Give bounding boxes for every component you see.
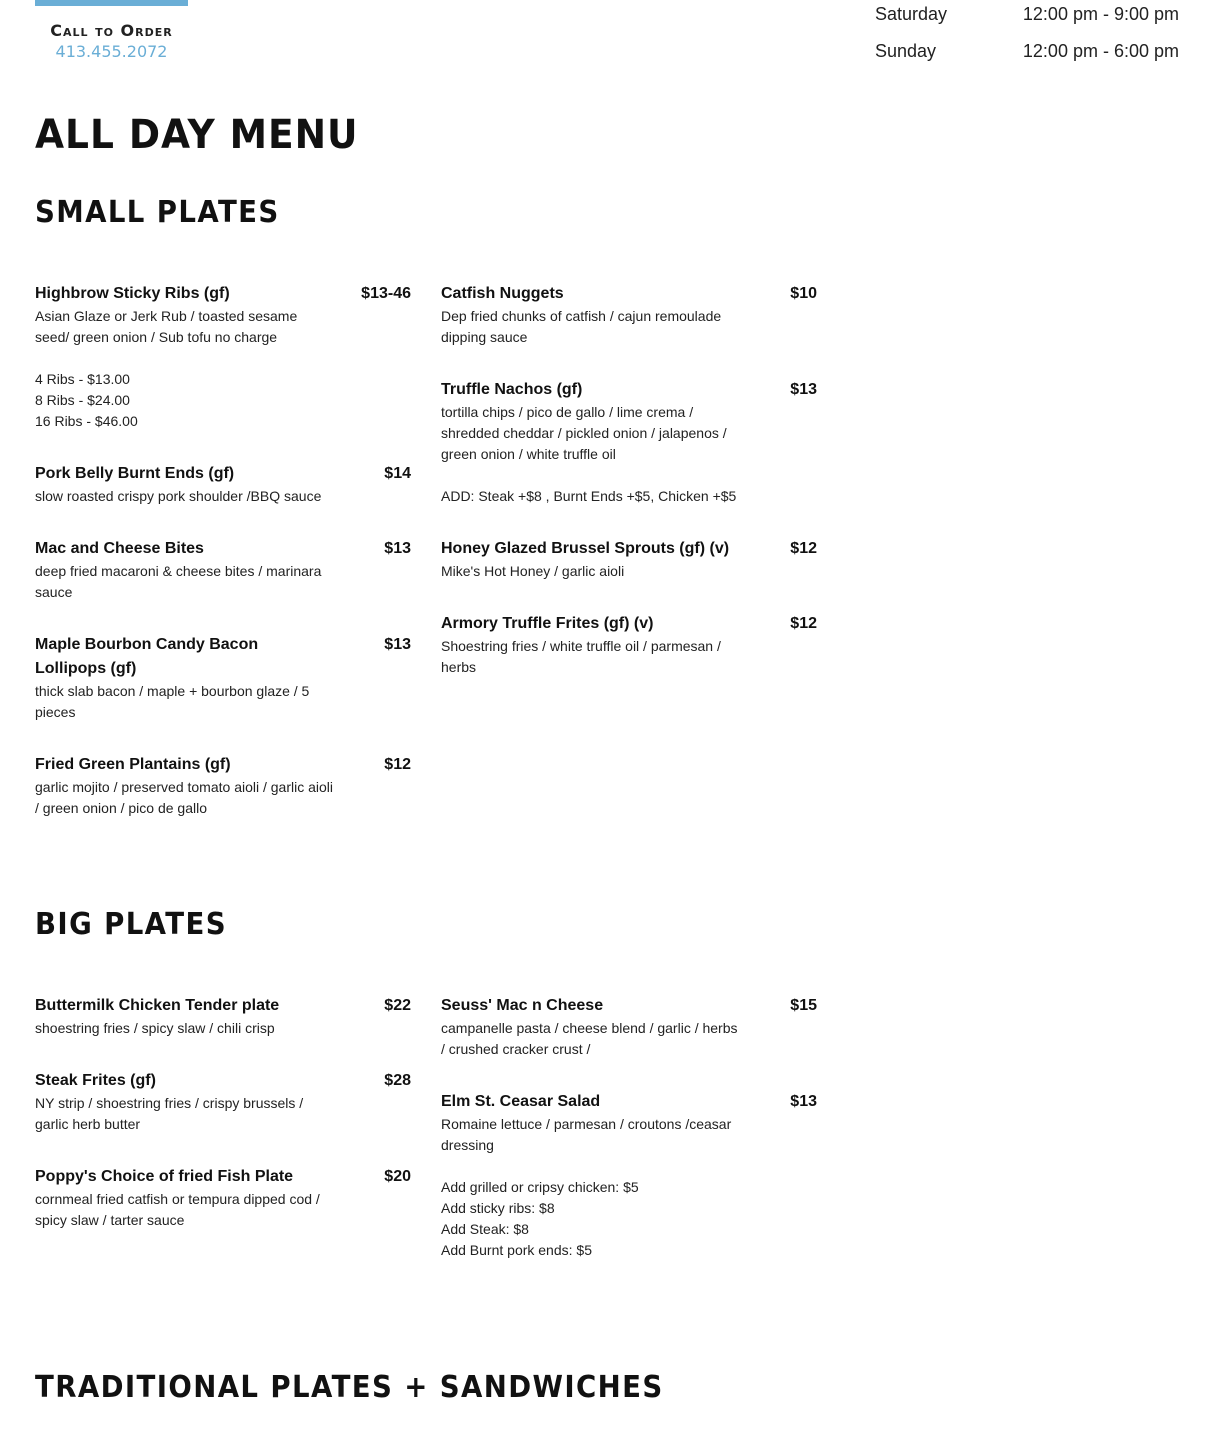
item-option: Add sticky ribs: $8 — [441, 1200, 555, 1216]
item-price: $13-46 — [361, 285, 411, 302]
item-description: Shoestring fries / white truffle oil / parmesan / herbs — [441, 638, 721, 675]
item-price: $13 — [384, 540, 411, 557]
hours-row-saturday — [875, 4, 1179, 30]
item-description: cornmeal fried catfish or tempura dipped cod / spicy slaw / tarter sauce — [35, 1191, 320, 1228]
item-price: $12 — [790, 540, 817, 557]
section-title-small-plates: SMALL PLATES — [35, 195, 280, 230]
menu-item — [441, 378, 817, 507]
item-options — [441, 1177, 817, 1261]
menu-item — [35, 1165, 411, 1231]
item-description: deep fried macaroni & cheese bites / marinara sauce — [35, 563, 322, 600]
phone-link[interactable]: 413.455.2072 — [55, 42, 168, 61]
item-addons: ADD: Steak +$8 , Burnt Ends +$5, Chicken +$5 — [441, 488, 737, 504]
menu-item — [35, 462, 411, 507]
accent-bar — [35, 0, 188, 6]
item-description: campanelle pasta / cheese blend / garlic / herbs / crushed cracker crust / — [441, 1020, 738, 1057]
menu-title: ALL DAY MENU — [35, 112, 359, 158]
item-name: Highbrow Sticky Ribs (gf) — [35, 285, 230, 302]
menu-item — [35, 537, 411, 603]
item-description: tortilla chips / pico de gallo / lime crema / shredded cheddar / pickled onion / jalapenos / green onion / white truffle oil — [441, 404, 727, 462]
hours-day: Sunday — [875, 41, 937, 61]
item-price: $14 — [384, 465, 411, 482]
item-description: NY strip / shoestring fries / crispy brussels / garlic herb butter — [35, 1095, 304, 1132]
item-option: 16 Ribs - $46.00 — [35, 413, 138, 429]
call-to-order-label: Call to Order — [50, 21, 173, 40]
item-price: $20 — [384, 1168, 411, 1185]
item-price: $13 — [790, 1093, 817, 1110]
item-name: Poppy's Choice of fried Fish Plate — [35, 1168, 294, 1185]
item-description: Mike's Hot Honey / garlic aioli — [441, 563, 625, 579]
menu-item — [35, 753, 411, 819]
item-name: Elm St. Ceasar Salad — [441, 1093, 601, 1110]
menu-item — [441, 282, 817, 348]
menu-item — [35, 282, 411, 432]
item-price: $12 — [384, 756, 411, 773]
item-name: Catfish Nuggets — [441, 285, 564, 302]
item-option: Add Burnt pork ends: $5 — [441, 1242, 592, 1258]
item-description: thick slab bacon / maple + bourbon glaze / 5 pieces — [35, 683, 310, 720]
item-name: Armory Truffle Frites (gf) (v) — [441, 615, 654, 632]
menu-item — [441, 1090, 817, 1261]
item-price: $15 — [790, 997, 817, 1014]
item-name: Mac and Cheese Bites — [35, 540, 204, 557]
item-description: Romaine lettuce / parmesan / croutons /ceasar dressing — [441, 1116, 732, 1153]
menu-item — [35, 633, 411, 723]
item-name: Maple Bourbon Candy Bacon Lollipops (gf) — [35, 636, 259, 677]
section-title-traditional-plates: TRADITIONAL PLATES + SANDWICHES — [35, 1370, 664, 1405]
item-price: $13 — [790, 381, 817, 398]
item-option: 8 Ribs - $24.00 — [35, 392, 130, 408]
item-price: $28 — [384, 1072, 411, 1089]
item-name: Fried Green Plantains (gf) — [35, 756, 231, 773]
item-price: $12 — [790, 615, 817, 632]
item-description: slow roasted crispy pork shoulder /BBQ sauce — [35, 488, 322, 504]
item-option: Add Steak: $8 — [441, 1221, 529, 1237]
menu-item — [441, 537, 817, 582]
item-option: 4 Ribs - $13.00 — [35, 371, 130, 387]
item-options — [35, 369, 411, 432]
item-name: Seuss' Mac n Cheese — [441, 997, 604, 1014]
item-name: Steak Frites (gf) — [35, 1072, 156, 1089]
menu-item — [35, 994, 411, 1039]
item-option: Add grilled or cripsy chicken: $5 — [441, 1179, 639, 1195]
menu-item — [441, 612, 817, 678]
item-description: garlic mojito / preserved tomato aioli / garlic aioli / green onion / pico de gallo — [35, 779, 334, 816]
item-description: Dep fried chunks of catfish / cajun remoulade dipping sauce — [441, 308, 722, 345]
item-description: shoestring fries / spicy slaw / chili crisp — [35, 1020, 275, 1036]
item-name: Truffle Nachos (gf) — [441, 381, 583, 398]
item-name: Pork Belly Burnt Ends (gf) — [35, 465, 235, 482]
hours-time: 12:00 pm - 9:00 pm — [1022, 4, 1179, 24]
item-name: Buttermilk Chicken Tender plate — [35, 997, 280, 1014]
menu-item — [441, 994, 817, 1060]
item-name: Honey Glazed Brussel Sprouts (gf) (v) — [441, 540, 730, 557]
hours-row-sunday — [875, 41, 1179, 67]
hours-day: Saturday — [875, 4, 948, 24]
section-title-big-plates: BIG PLATES — [35, 907, 227, 942]
item-price: $22 — [384, 997, 411, 1014]
menu-item — [35, 1069, 411, 1135]
item-description: Asian Glaze or Jerk Rub / toasted sesame seed/ green onion / Sub tofu no charge — [35, 308, 298, 345]
hours-time: 12:00 pm - 6:00 pm — [1022, 41, 1179, 61]
item-price: $10 — [790, 285, 817, 302]
item-price: $13 — [384, 636, 411, 653]
